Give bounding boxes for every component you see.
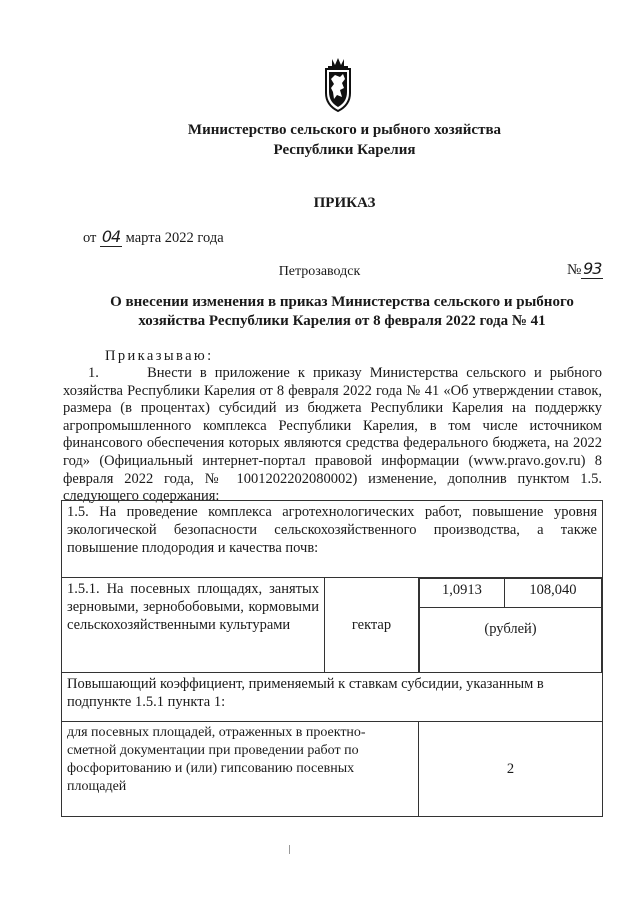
number-handwritten: 93 — [583, 259, 602, 278]
value-1: 1,0913 — [420, 579, 505, 608]
values-subtable — [419, 578, 602, 672]
ministry-name-line2: Республики Карелия — [273, 142, 416, 158]
coefficient-value: 2 — [419, 722, 603, 817]
paragraph-1 — [63, 365, 602, 506]
subsidy-table — [61, 500, 603, 817]
section-1-5-header: 1.5. На проведение комплекса агротехнологических работ, повышение уровня экологической безопасности сельскохозяйственного производства, а также повышение плодородия и качества почв: — [62, 501, 603, 578]
table-row — [62, 501, 603, 578]
scan-mark — [289, 845, 290, 854]
karelia-coat-of-arms-icon — [318, 55, 358, 113]
order-subject: О внесении изменения в приказ Министерства сельского и рыбного хозяйства Республики Карелия от 8 февраля 2022 года № 41 — [110, 294, 574, 329]
unit-cell: гектар — [325, 578, 419, 673]
currency-note: (рублей) — [420, 608, 602, 673]
paragraph-1-number: 1. — [88, 365, 99, 381]
value-2: 108,040 — [504, 579, 601, 608]
table-row — [62, 673, 603, 722]
number-prefix: № — [567, 262, 582, 278]
coefficient-condition: для посевных площадей, отраженных в проектно-сметной документации при проведении работ по фосфоритованию и (или) гипсованию посевных площадей — [62, 722, 419, 817]
table-row — [62, 722, 603, 817]
date-day-handwritten: 04 — [101, 227, 121, 246]
ministry-name-line1: Министерство сельского и рыбного хозяйства — [187, 122, 502, 138]
document-title: ПРИКАЗ — [313, 195, 376, 211]
city: Петрозаводск — [278, 264, 361, 279]
table-row — [62, 578, 603, 673]
order-date — [83, 227, 224, 247]
date-rest: марта 2022 года — [125, 230, 224, 246]
item-1-5-1-label: 1.5.1. На посевных площадях, занятых зерновыми, зернобобовыми, кормовыми сельскохозяйственными культурами — [62, 578, 325, 673]
values-cell — [419, 578, 603, 673]
date-prefix: от — [83, 230, 97, 246]
coefficient-label: Повышающий коэффициент, применяемый к ставкам субсидии, указанным в подпункте 1.5.1 пункта 1: — [62, 673, 603, 722]
prikazyvayu: Приказываю: — [105, 348, 214, 364]
paragraph-1-text: Внести в приложение к приказу Министерства сельского и рыбного хозяйства Республики Карелия от 8 февраля 2022 года № 41 «Об утверждении ставок, размера (в процентах) субсидий из бюджета Республики Карелия на поддержку агропромышленного комплекса Республики Карелия, в том числе источником финансового обеспечения которых являются средства федерального бюджета, на 2022 год» (Официальный интернет-портал правовой информации (www.pravo.gov.ru) 8 февраля 2022 года, № 1001202202080002) изменение, дополнив пунктом 1.5. следующего содержания: — [63, 365, 603, 505]
